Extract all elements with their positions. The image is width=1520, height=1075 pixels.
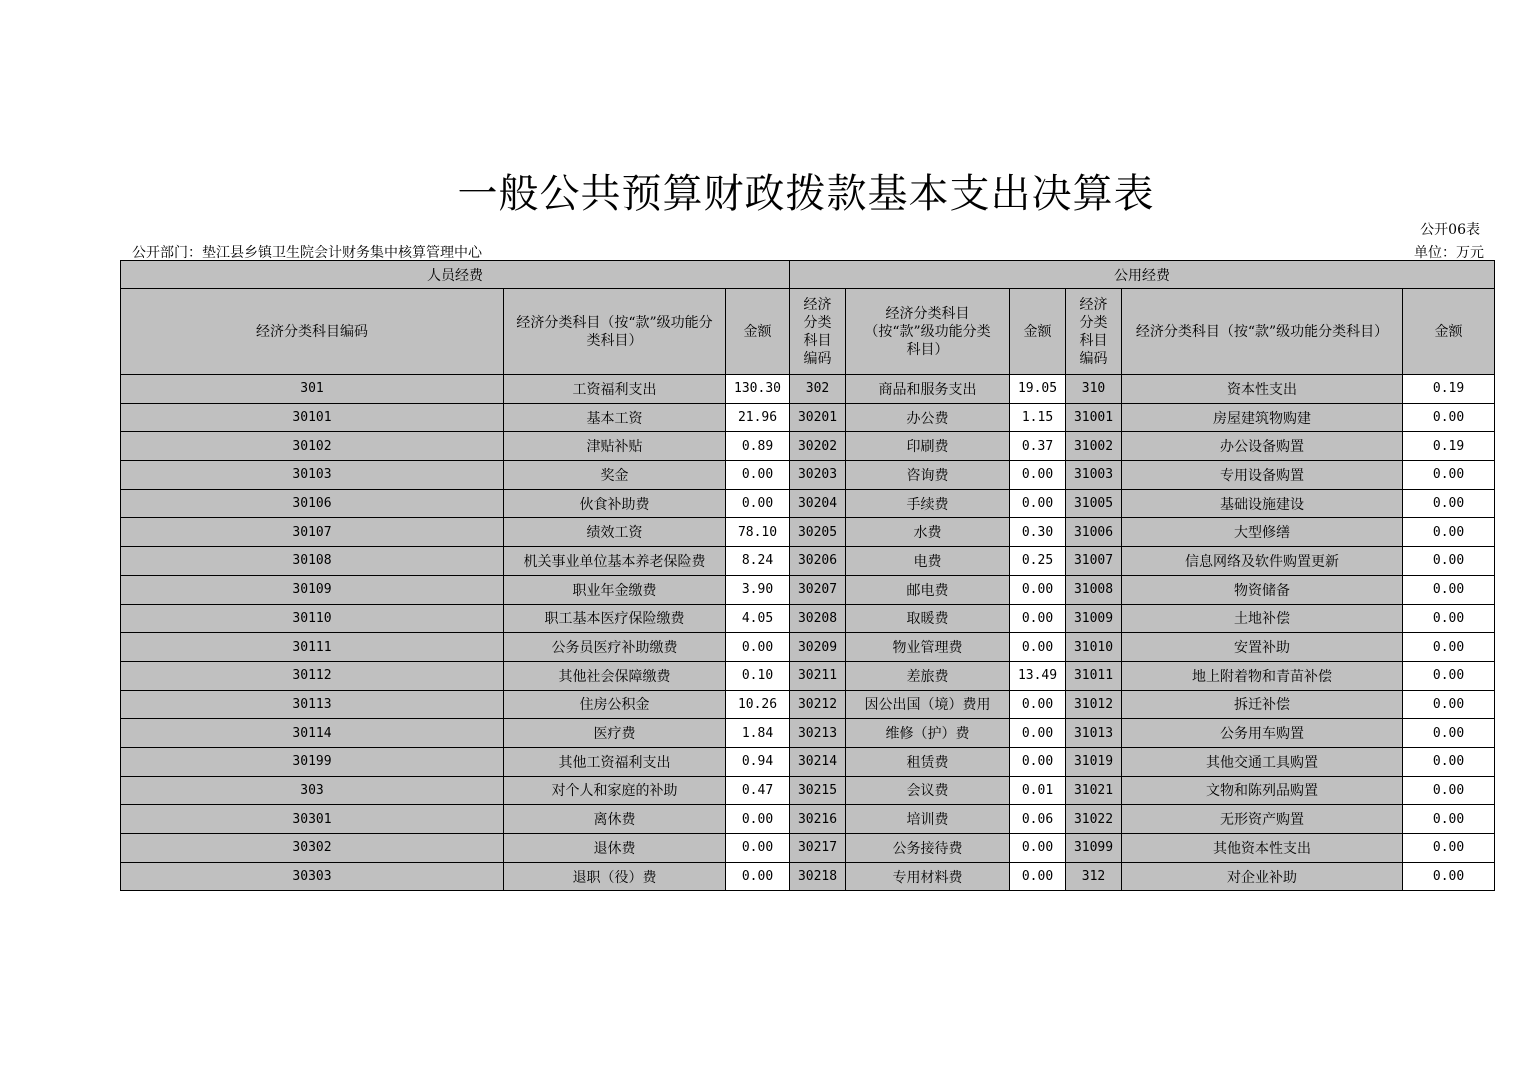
goods-amount-cell: 0.30 (1010, 518, 1066, 547)
capital-code-cell: 31009 (1066, 604, 1122, 633)
personnel-code-cell: 30108 (121, 547, 504, 576)
goods-code-cell: 30212 (790, 690, 846, 719)
capital-amount-cell: 0.00 (1403, 518, 1495, 547)
goods-name-cell: 租赁费 (846, 747, 1010, 776)
capital-amount-cell: 0.00 (1403, 575, 1495, 604)
goods-code-cell: 30213 (790, 719, 846, 748)
capital-code-cell: 31007 (1066, 547, 1122, 576)
personnel-name-cell: 职业年金缴费 (504, 575, 726, 604)
personnel-amount-cell: 1.84 (726, 719, 790, 748)
capital-code-cell: 31008 (1066, 575, 1122, 604)
goods-name-cell: 手续费 (846, 489, 1010, 518)
personnel-name-cell: 对个人和家庭的补助 (504, 776, 726, 805)
capital-amount-cell: 0.00 (1403, 489, 1495, 518)
goods-name-cell: 专用材料费 (846, 862, 1010, 891)
capital-name-cell: 房屋建筑物购建 (1122, 403, 1403, 432)
goods-code-cell: 30216 (790, 805, 846, 834)
personnel-name-cell: 住房公积金 (504, 690, 726, 719)
header-personnel-code: 经济分类科目编码 (121, 289, 504, 375)
goods-amount-cell: 0.06 (1010, 805, 1066, 834)
personnel-name-cell: 医疗费 (504, 719, 726, 748)
capital-amount-cell: 0.00 (1403, 776, 1495, 805)
goods-code-cell: 30201 (790, 403, 846, 432)
capital-name-cell: 拆迁补偿 (1122, 690, 1403, 719)
capital-amount-cell: 0.00 (1403, 719, 1495, 748)
capital-amount-cell: 0.00 (1403, 403, 1495, 432)
table-row (121, 461, 1495, 490)
goods-amount-cell: 0.25 (1010, 547, 1066, 576)
goods-amount-cell: 0.00 (1010, 633, 1066, 662)
capital-name-cell: 其他交通工具购置 (1122, 747, 1403, 776)
capital-amount-cell: 0.00 (1403, 461, 1495, 490)
goods-code-cell: 30203 (790, 461, 846, 490)
goods-code-cell: 302 (790, 375, 846, 404)
capital-code-cell: 312 (1066, 862, 1122, 891)
goods-code-cell: 30211 (790, 661, 846, 690)
table-row (121, 375, 1495, 404)
personnel-amount-cell: 4.05 (726, 604, 790, 633)
personnel-name-cell: 津贴补贴 (504, 432, 726, 461)
header-capital-code: 经济分类科目编码 (1066, 289, 1122, 375)
personnel-name-cell: 其他社会保障缴费 (504, 661, 726, 690)
capital-code-cell: 31002 (1066, 432, 1122, 461)
header-capital-name: 经济分类科目（按“款”级功能分类科目） (1122, 289, 1403, 375)
capital-name-cell: 办公设备购置 (1122, 432, 1403, 461)
goods-code-cell: 30214 (790, 747, 846, 776)
personnel-name-cell: 离休费 (504, 805, 726, 834)
goods-amount-cell: 0.00 (1010, 575, 1066, 604)
capital-code-cell: 31019 (1066, 747, 1122, 776)
personnel-code-cell: 30113 (121, 690, 504, 719)
capital-code-cell: 31022 (1066, 805, 1122, 834)
capital-code-cell: 31005 (1066, 489, 1122, 518)
table-row (121, 403, 1495, 432)
table-row (121, 661, 1495, 690)
goods-amount-cell: 0.00 (1010, 862, 1066, 891)
budget-table (120, 260, 1495, 891)
personnel-amount-cell: 0.00 (726, 834, 790, 863)
personnel-name-cell: 绩效工资 (504, 518, 726, 547)
capital-name-cell: 专用设备购置 (1122, 461, 1403, 490)
capital-amount-cell: 0.00 (1403, 805, 1495, 834)
goods-name-cell: 电费 (846, 547, 1010, 576)
capital-name-cell: 对企业补助 (1122, 862, 1403, 891)
personnel-code-cell: 30110 (121, 604, 504, 633)
capital-name-cell: 物资储备 (1122, 575, 1403, 604)
goods-code-cell: 30215 (790, 776, 846, 805)
goods-code-cell: 30205 (790, 518, 846, 547)
personnel-code-cell: 30106 (121, 489, 504, 518)
table-row (121, 604, 1495, 633)
personnel-name-cell: 机关事业单位基本养老保险费 (504, 547, 726, 576)
goods-name-cell: 水费 (846, 518, 1010, 547)
capital-name-cell: 安置补助 (1122, 633, 1403, 662)
goods-name-cell: 办公费 (846, 403, 1010, 432)
personnel-code-cell: 30112 (121, 661, 504, 690)
capital-amount-cell: 0.19 (1403, 432, 1495, 461)
header-goods-amount: 金额 (1010, 289, 1066, 375)
capital-code-cell: 31021 (1066, 776, 1122, 805)
goods-amount-cell: 0.00 (1010, 690, 1066, 719)
personnel-amount-cell: 0.00 (726, 862, 790, 891)
goods-amount-cell: 0.00 (1010, 489, 1066, 518)
personnel-amount-cell: 3.90 (726, 575, 790, 604)
form-number: 公开06表 (1420, 222, 1480, 238)
goods-amount-cell: 19.05 (1010, 375, 1066, 404)
goods-amount-cell: 0.00 (1010, 747, 1066, 776)
personnel-code-cell: 30107 (121, 518, 504, 547)
capital-code-cell: 31006 (1066, 518, 1122, 547)
capital-code-cell: 31012 (1066, 690, 1122, 719)
goods-code-cell: 30209 (790, 633, 846, 662)
capital-amount-cell: 0.00 (1403, 547, 1495, 576)
goods-name-cell: 公务接待费 (846, 834, 1010, 863)
goods-name-cell: 印刷费 (846, 432, 1010, 461)
goods-name-cell: 物业管理费 (846, 633, 1010, 662)
capital-amount-cell: 0.00 (1403, 661, 1495, 690)
goods-name-cell: 商品和服务支出 (846, 375, 1010, 404)
table-row (121, 489, 1495, 518)
capital-amount-cell: 0.00 (1403, 834, 1495, 863)
goods-code-cell: 30206 (790, 547, 846, 576)
capital-amount-cell: 0.00 (1403, 747, 1495, 776)
personnel-amount-cell: 0.00 (726, 633, 790, 662)
personnel-amount-cell: 0.00 (726, 489, 790, 518)
goods-amount-cell: 0.01 (1010, 776, 1066, 805)
goods-code-cell: 30217 (790, 834, 846, 863)
header-personnel-name: 经济分类科目（按“款”级功能分类科目） (504, 289, 726, 375)
capital-code-cell: 31010 (1066, 633, 1122, 662)
goods-name-cell: 咨询费 (846, 461, 1010, 490)
personnel-name-cell: 退休费 (504, 834, 726, 863)
goods-name-cell: 培训费 (846, 805, 1010, 834)
personnel-name-cell: 奖金 (504, 461, 726, 490)
capital-amount-cell: 0.00 (1403, 690, 1495, 719)
header-goods-name: 经济分类科目（按“款”级功能分类科目） (846, 289, 1010, 375)
personnel-code-cell: 30199 (121, 747, 504, 776)
table-row (121, 834, 1495, 863)
personnel-code-cell: 30301 (121, 805, 504, 834)
personnel-amount-cell: 0.94 (726, 747, 790, 776)
personnel-name-cell: 其他工资福利支出 (504, 747, 726, 776)
goods-name-cell: 邮电费 (846, 575, 1010, 604)
goods-code-cell: 30207 (790, 575, 846, 604)
unit-label: 单位：万元 (1414, 245, 1484, 261)
page-title: 一般公共预算财政拨款基本支出决算表 (457, 171, 1155, 217)
table-row (121, 747, 1495, 776)
personnel-code-cell: 30303 (121, 862, 504, 891)
capital-name-cell: 土地补偿 (1122, 604, 1403, 633)
table-row (121, 719, 1495, 748)
personnel-amount-cell: 78.10 (726, 518, 790, 547)
capital-name-cell: 地上附着物和青苗补偿 (1122, 661, 1403, 690)
table-row (121, 776, 1495, 805)
capital-name-cell: 资本性支出 (1122, 375, 1403, 404)
personnel-name-cell: 基本工资 (504, 403, 726, 432)
capital-name-cell: 大型修缮 (1122, 518, 1403, 547)
capital-name-cell: 文物和陈列品购置 (1122, 776, 1403, 805)
goods-amount-cell: 0.00 (1010, 719, 1066, 748)
goods-code-cell: 30204 (790, 489, 846, 518)
capital-amount-cell: 0.00 (1403, 862, 1495, 891)
personnel-code-cell: 303 (121, 776, 504, 805)
personnel-amount-cell: 0.89 (726, 432, 790, 461)
section-public: 公用经费 (790, 261, 1495, 289)
capital-amount-cell: 0.00 (1403, 604, 1495, 633)
personnel-code-cell: 30103 (121, 461, 504, 490)
goods-amount-cell: 1.15 (1010, 403, 1066, 432)
personnel-code-cell: 301 (121, 375, 504, 404)
table-row (121, 518, 1495, 547)
personnel-code-cell: 30102 (121, 432, 504, 461)
personnel-amount-cell: 8.24 (726, 547, 790, 576)
personnel-name-cell: 工资福利支出 (504, 375, 726, 404)
table-row (121, 805, 1495, 834)
header-goods-code: 经济分类科目编码 (790, 289, 846, 375)
personnel-code-cell: 30101 (121, 403, 504, 432)
capital-code-cell: 31003 (1066, 461, 1122, 490)
personnel-amount-cell: 10.26 (726, 690, 790, 719)
personnel-code-cell: 30111 (121, 633, 504, 662)
personnel-amount-cell: 130.30 (726, 375, 790, 404)
personnel-amount-cell: 0.47 (726, 776, 790, 805)
goods-name-cell: 因公出国（境）费用 (846, 690, 1010, 719)
personnel-amount-cell: 21.96 (726, 403, 790, 432)
personnel-code-cell: 30302 (121, 834, 504, 863)
goods-amount-cell: 0.37 (1010, 432, 1066, 461)
capital-code-cell: 310 (1066, 375, 1122, 404)
capital-amount-cell: 0.00 (1403, 633, 1495, 662)
header-personnel-amount: 金额 (726, 289, 790, 375)
goods-code-cell: 30202 (790, 432, 846, 461)
goods-code-cell: 30218 (790, 862, 846, 891)
table-row (121, 690, 1495, 719)
department-label: 公开部门：垫江县乡镇卫生院会计财务集中核算管理中心 (132, 245, 482, 261)
table-row (121, 575, 1495, 604)
table-row (121, 547, 1495, 576)
capital-name-cell: 信息网络及软件购置更新 (1122, 547, 1403, 576)
section-personnel: 人员经费 (121, 261, 790, 289)
capital-code-cell: 31011 (1066, 661, 1122, 690)
capital-code-cell: 31013 (1066, 719, 1122, 748)
table-row (121, 432, 1495, 461)
personnel-amount-cell: 0.00 (726, 805, 790, 834)
goods-amount-cell: 0.00 (1010, 461, 1066, 490)
personnel-name-cell: 职工基本医疗保险缴费 (504, 604, 726, 633)
personnel-name-cell: 退职（役）费 (504, 862, 726, 891)
goods-amount-cell: 13.49 (1010, 661, 1066, 690)
goods-name-cell: 会议费 (846, 776, 1010, 805)
capital-name-cell: 公务用车购置 (1122, 719, 1403, 748)
capital-name-cell: 无形资产购置 (1122, 805, 1403, 834)
personnel-amount-cell: 0.00 (726, 461, 790, 490)
personnel-name-cell: 伙食补助费 (504, 489, 726, 518)
personnel-name-cell: 公务员医疗补助缴费 (504, 633, 726, 662)
goods-code-cell: 30208 (790, 604, 846, 633)
goods-name-cell: 取暖费 (846, 604, 1010, 633)
header-capital-amount: 金额 (1403, 289, 1495, 375)
goods-amount-cell: 0.00 (1010, 604, 1066, 633)
capital-name-cell: 其他资本性支出 (1122, 834, 1403, 863)
table-row (121, 633, 1495, 662)
capital-amount-cell: 0.19 (1403, 375, 1495, 404)
capital-name-cell: 基础设施建设 (1122, 489, 1403, 518)
goods-name-cell: 差旅费 (846, 661, 1010, 690)
capital-code-cell: 31099 (1066, 834, 1122, 863)
personnel-code-cell: 30114 (121, 719, 504, 748)
personnel-code-cell: 30109 (121, 575, 504, 604)
personnel-amount-cell: 0.10 (726, 661, 790, 690)
capital-code-cell: 31001 (1066, 403, 1122, 432)
goods-amount-cell: 0.00 (1010, 834, 1066, 863)
table-row (121, 862, 1495, 891)
goods-name-cell: 维修（护）费 (846, 719, 1010, 748)
